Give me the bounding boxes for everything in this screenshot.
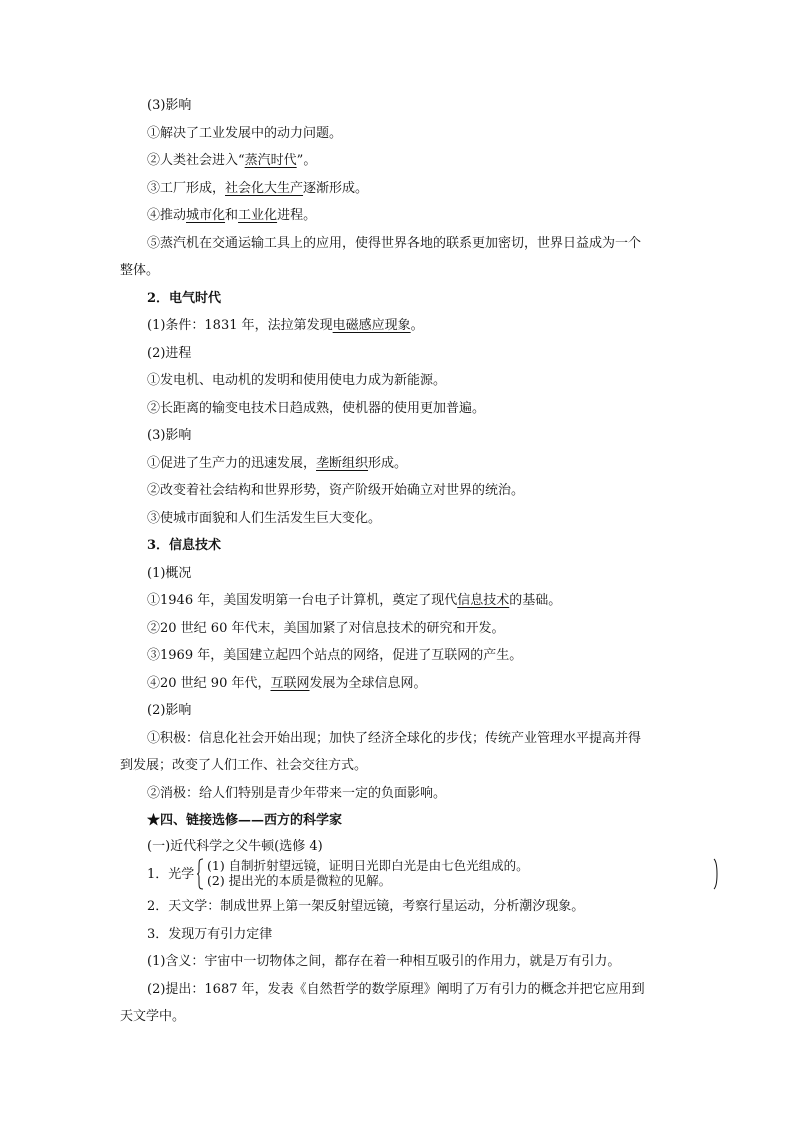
text-run: 形成。 <box>368 456 408 471</box>
underlined-term: 信息技术 <box>457 593 510 608</box>
text-run: ④推动 <box>147 208 187 223</box>
text-run: 3．发现万有引力定律 <box>147 927 273 942</box>
text-run: ①积极：信息化社会开始出现；加快了经济全球化的步伐；传统产业管理水平提高并得 <box>147 731 642 746</box>
text-line-l04 <box>147 180 368 197</box>
text-run: ④20 世纪 90 年代， <box>147 676 271 691</box>
text-line-l16 <box>147 510 381 527</box>
text-run: ②人类社会进入“ <box>147 153 245 168</box>
text-line-l23 <box>147 702 191 719</box>
text-run: 整体。 <box>120 263 160 278</box>
text-line-l08 <box>147 290 221 307</box>
text-line-l19 <box>147 592 561 609</box>
optics-item-2: (2) 提出光的本质是微粒的见解。 <box>207 873 392 888</box>
underlined-term: 蒸汽时代 <box>244 153 297 168</box>
text-run: 的基础。 <box>509 593 562 608</box>
text-line-l22 <box>147 675 427 692</box>
text-line-m02 <box>147 926 272 943</box>
text-run: 天文学中。 <box>120 1009 186 1024</box>
text-run: (1)含义：宇宙中一切物体之间，都存在着一种相互吸引的作用力，就是万有引力。 <box>147 954 621 969</box>
right-paren-icon <box>713 858 721 890</box>
text-line-l05 <box>147 207 316 224</box>
text-line-m04 <box>147 981 645 998</box>
text-run: 。 <box>410 318 424 333</box>
text-run: (1)条件：1831 年，法拉第发现 <box>147 318 333 333</box>
text-run: (2)进程 <box>147 346 192 361</box>
optics-brace-block <box>147 858 597 892</box>
text-run: ③使城市面貌和人们生活发生巨大变化。 <box>147 511 382 526</box>
left-brace-icon <box>196 858 204 890</box>
text-line-l02 <box>147 125 342 142</box>
text-line-l15 <box>147 482 524 499</box>
text-line-l06 <box>147 235 641 252</box>
text-run: ”。 <box>296 153 317 168</box>
text-line-m03 <box>147 953 620 970</box>
underlined-term: 垄断组织 <box>316 456 369 471</box>
text-line-l12 <box>147 400 485 417</box>
text-run: ③1969 年，美国建立起四个站点的网络，促进了互联网的产生。 <box>147 648 523 663</box>
text-line-l21 <box>147 647 522 664</box>
optics-item-1: (1) 自制折射望远镜，证明日光即白光是由七色光组成的。 <box>207 858 529 873</box>
text-run: (1)概况 <box>147 566 192 581</box>
text-run: ①解决了工业发展中的动力问题。 <box>147 126 343 141</box>
text-run: 到发展；改变了人们工作、社会交往方式。 <box>120 758 368 773</box>
text-run: (一)近代科学之父牛顿(选修 4) <box>147 839 323 854</box>
text-line-l25 <box>120 757 367 774</box>
text-run: ★四、链接选修——西方的科学家 <box>147 813 343 828</box>
text-run: 3．信息技术 <box>147 538 222 553</box>
text-line-m05 <box>120 1008 185 1025</box>
underlined-term: 城市化 <box>186 208 226 223</box>
text-line-l13 <box>147 427 191 444</box>
text-run: ②长距离的输变电技术日趋成熟，使机器的使用更加普遍。 <box>147 401 486 416</box>
text-line-l17 <box>147 537 221 554</box>
text-line-l27 <box>147 812 342 829</box>
text-line-l28 <box>147 838 323 855</box>
text-run: (3)影响 <box>147 98 192 113</box>
text-run: ①促进了生产力的迅速发展， <box>147 456 317 471</box>
text-run: 2．电气时代 <box>147 291 222 306</box>
text-line-l09 <box>147 317 424 334</box>
text-line-l26 <box>147 785 446 802</box>
text-run: (2)影响 <box>147 703 192 718</box>
text-run: (2)提出：1687 年，发表《自然哲学的数学原理》阐明了万有引力的概念并把它应用到 <box>147 982 645 997</box>
text-line-l18 <box>147 565 191 582</box>
underlined-term: 互联网 <box>270 676 310 691</box>
text-line-l24 <box>147 730 641 747</box>
text-run: ⑤蒸汽机在交通运输工具上的应用，使得世界各地的联系更加密切，世界日益成为一个 <box>147 236 642 251</box>
underlined-term: 电磁感应现象 <box>332 318 411 333</box>
underlined-term: 工业化 <box>238 208 278 223</box>
optics-items <box>207 858 529 888</box>
text-run: ②消极：给人们特别是青少年带来一定的负面影响。 <box>147 786 447 801</box>
text-line-l03 <box>147 152 316 169</box>
text-line-m01 <box>147 898 584 915</box>
text-run: ①发电机、电动机的发明和使用使电力成为新能源。 <box>147 373 447 388</box>
underlined-term: 社会化大生产 <box>225 181 304 196</box>
text-line-l07 <box>120 262 159 279</box>
text-line-l14 <box>147 455 407 472</box>
text-run: ③工厂形成， <box>147 181 226 196</box>
text-run: 和 <box>225 208 239 223</box>
optics-label: 1．光学 <box>147 867 195 882</box>
text-line-l10 <box>147 345 191 362</box>
text-run: (3)影响 <box>147 428 192 443</box>
text-line-l01 <box>147 97 191 114</box>
text-run: 逐渐形成。 <box>303 181 369 196</box>
text-run: ①1946 年，美国发明第一台电子计算机，奠定了现代 <box>147 593 458 608</box>
text-run: 2．天文学：制成世界上第一架反射望远镜，考察行星运动，分析潮汐现象。 <box>147 899 585 914</box>
text-line-l20 <box>147 620 504 637</box>
text-run: ②20 世纪 60 年代末，美国加紧了对信息技术的研究和开发。 <box>147 621 505 636</box>
text-run: ②改变着社会结构和世界形势，资产阶级开始确立对世界的统治。 <box>147 483 525 498</box>
text-line-l11 <box>147 372 446 389</box>
text-run: 进程。 <box>277 208 317 223</box>
text-run: 发展为全球信息网。 <box>309 676 427 691</box>
